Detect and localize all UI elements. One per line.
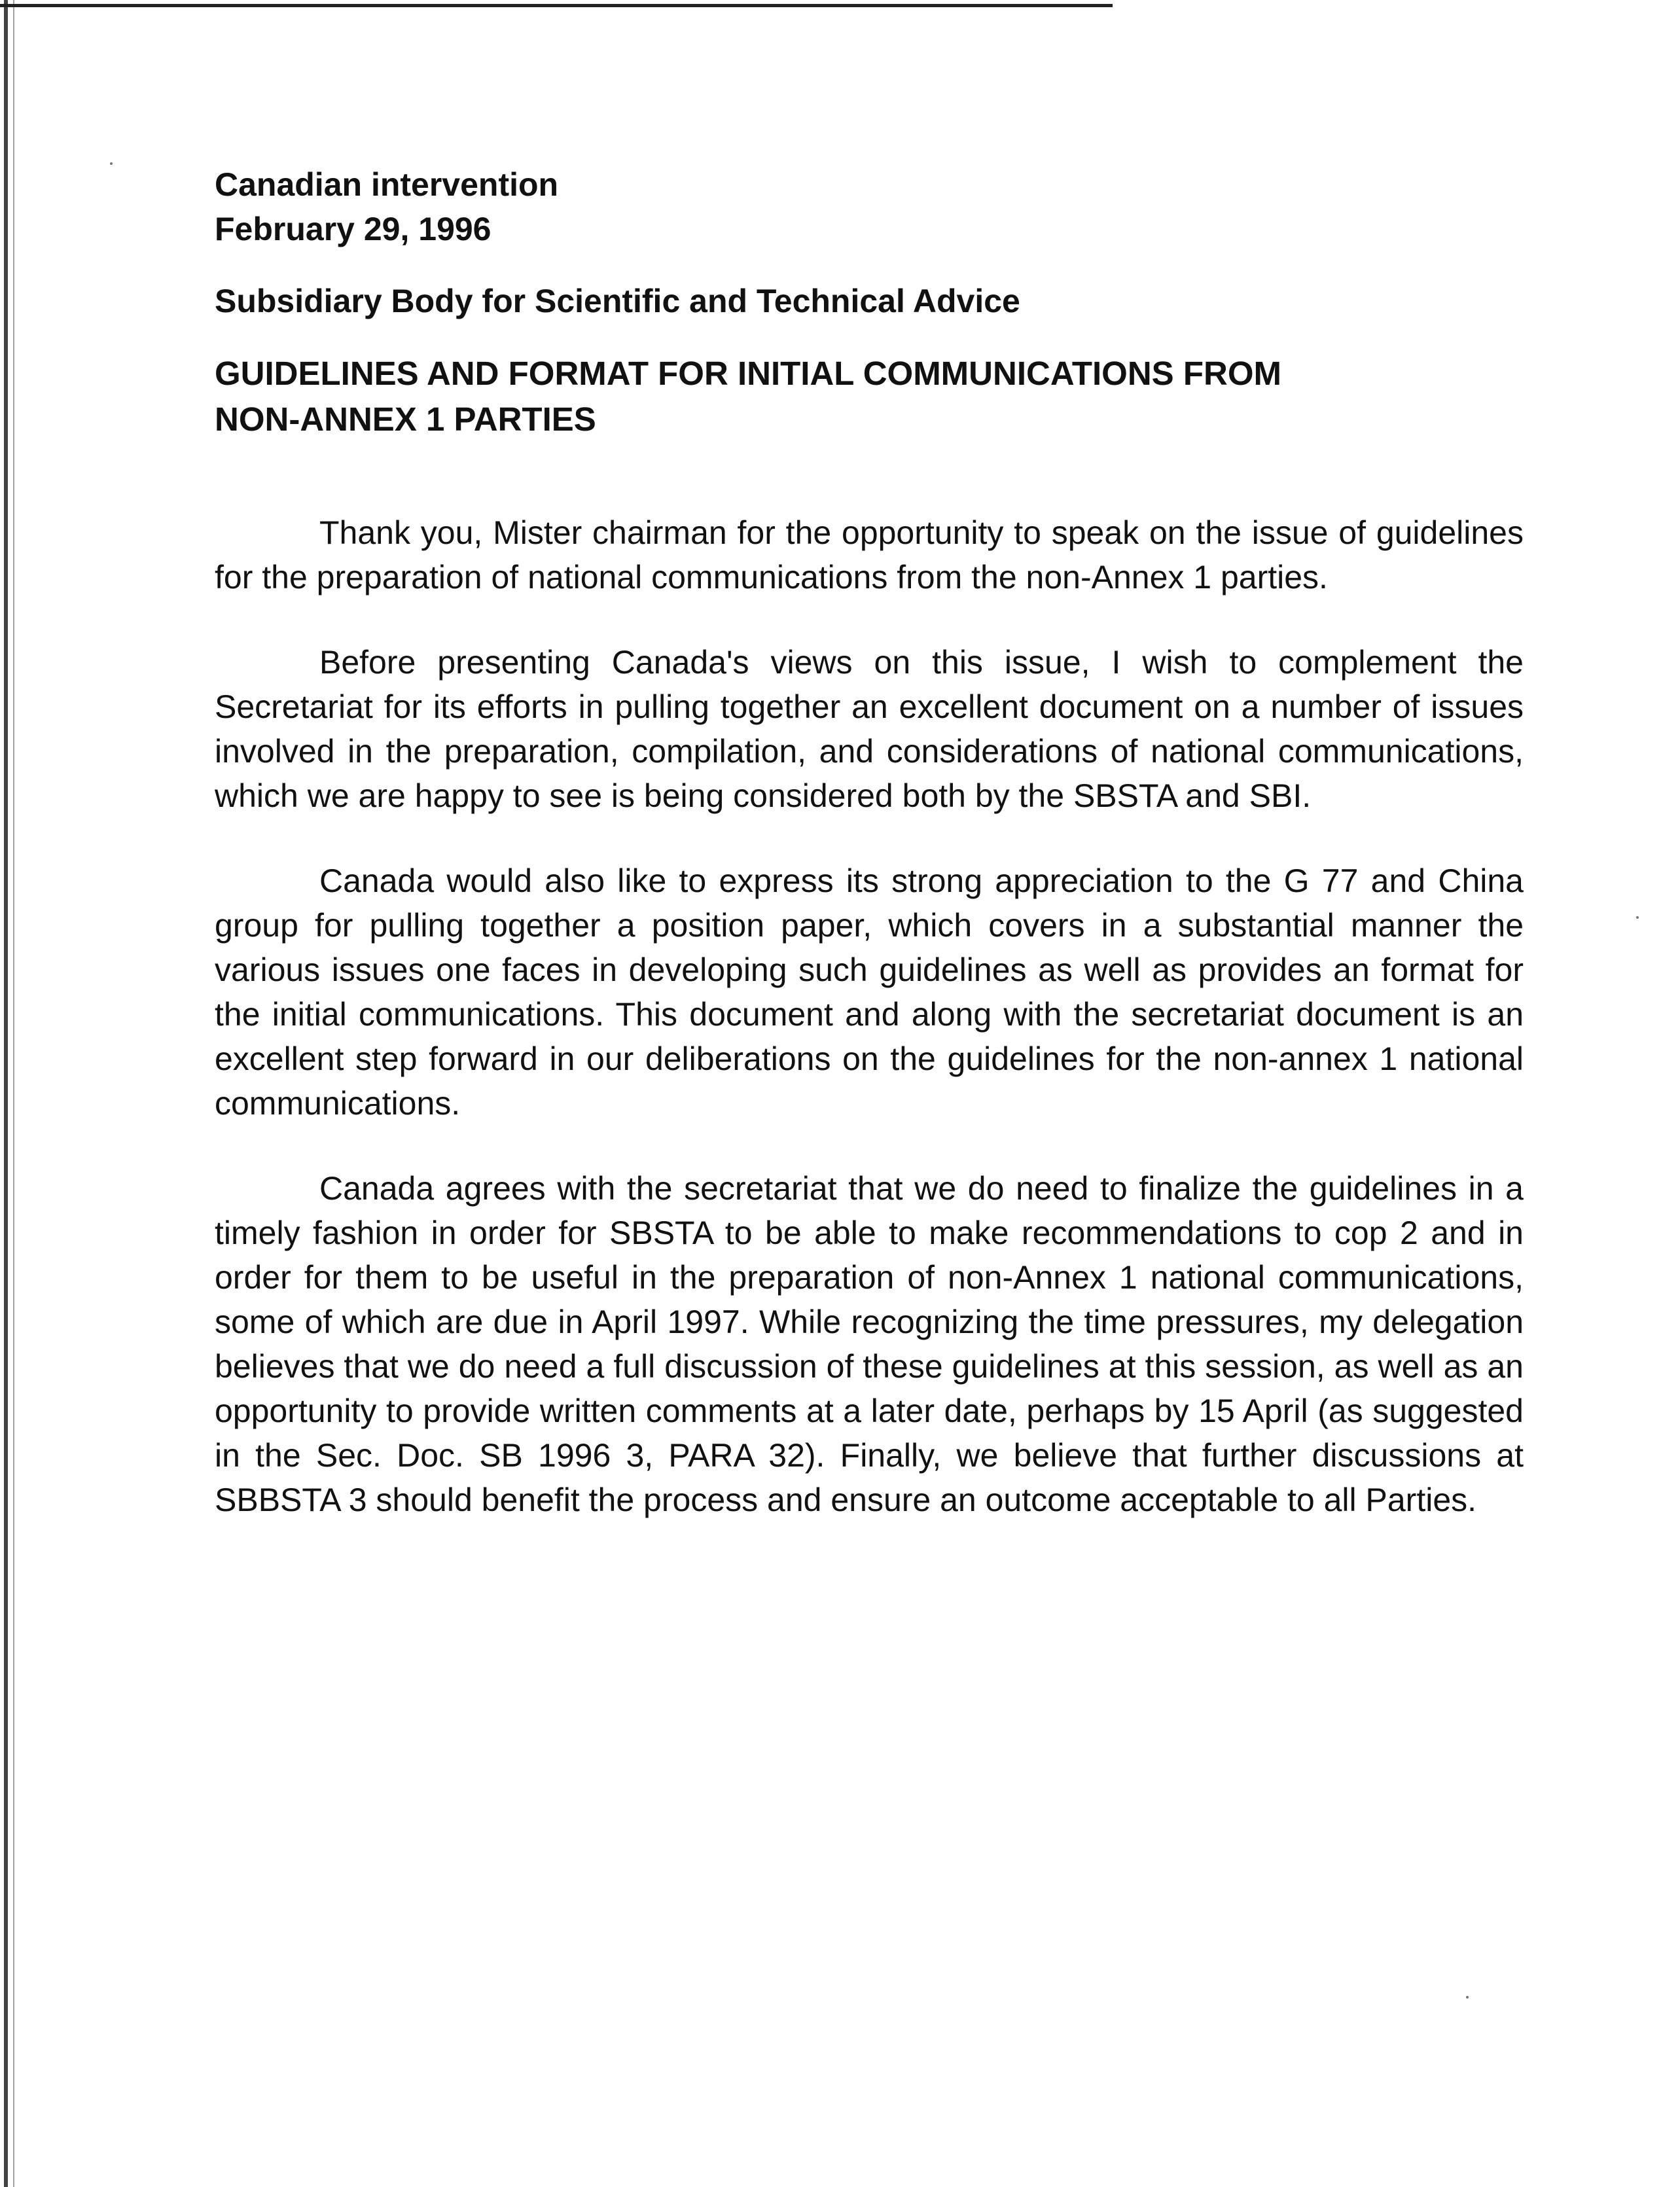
- title-line-1: GUIDELINES AND FORMAT FOR INITIAL COMMUNICATIONS FROM: [215, 355, 1282, 392]
- scan-speck: [1636, 916, 1639, 919]
- header-date: February 29, 1996: [215, 211, 491, 247]
- scan-speck: [1466, 1996, 1469, 1999]
- document-title: [215, 351, 1524, 442]
- title-line-2: NON-ANNEX 1 PARTIES: [215, 400, 596, 438]
- scan-edge-left-inner: [13, 0, 14, 2187]
- document-body: [215, 162, 1524, 1522]
- header-line-1: Canadian intervention: [215, 166, 559, 203]
- paragraph-3: Canada would also like to express its strong appreciation to the G 77 and China group for pulling together a position paper, which covers in a substantial manner the various issues one faces in developing such guidelines as well as provides an format for the initial communications. This document and along with the secretariat document is an excellent step forward in our deliberations on the guidelines for the non-annex 1 national communications.: [215, 862, 1524, 1122]
- scan-edge-top: [0, 4, 1113, 7]
- paragraph-2: Before presenting Canada's views on this issue, I wish to complement the Secretariat for its efforts in pulling together an excellent document on a number of issues involved in the preparation, compilation, and considerations of national communications, which we are happy to see is being considered both by the SBSTA and SBI.: [215, 644, 1524, 814]
- paragraph-1: Thank you, Mister chairman for the opportunity to speak on the issue of guidelines for the preparation of national communications from the non-Annex 1 parties.: [215, 514, 1524, 596]
- paragraph-4: Canada agrees with the secretariat that we do need to finalize the guidelines in a timely fashion in order for SBSTA to be able to make recommendations to cop 2 and in order for them to be useful in the preparation of non-Annex 1 national communications, some of which are due in April 1997. While recognizing the time pressures, my delegation believes that we do need a full discussion of these guidelines at this session, as well as an opportunity to provide written comments at a later date, perhaps by 15 April (as suggested in the Sec. Doc. SB 1996 3, PARA 32). Finally, we believe that further discussions at SBBSTA 3 should benefit the process and ensure an outcome acceptable to all Parties.: [215, 1170, 1524, 1518]
- scan-edge-left: [4, 0, 8, 2187]
- body-name: Subsidiary Body for Scientific and Technical Advice: [215, 283, 1020, 319]
- scan-speck: [110, 162, 113, 165]
